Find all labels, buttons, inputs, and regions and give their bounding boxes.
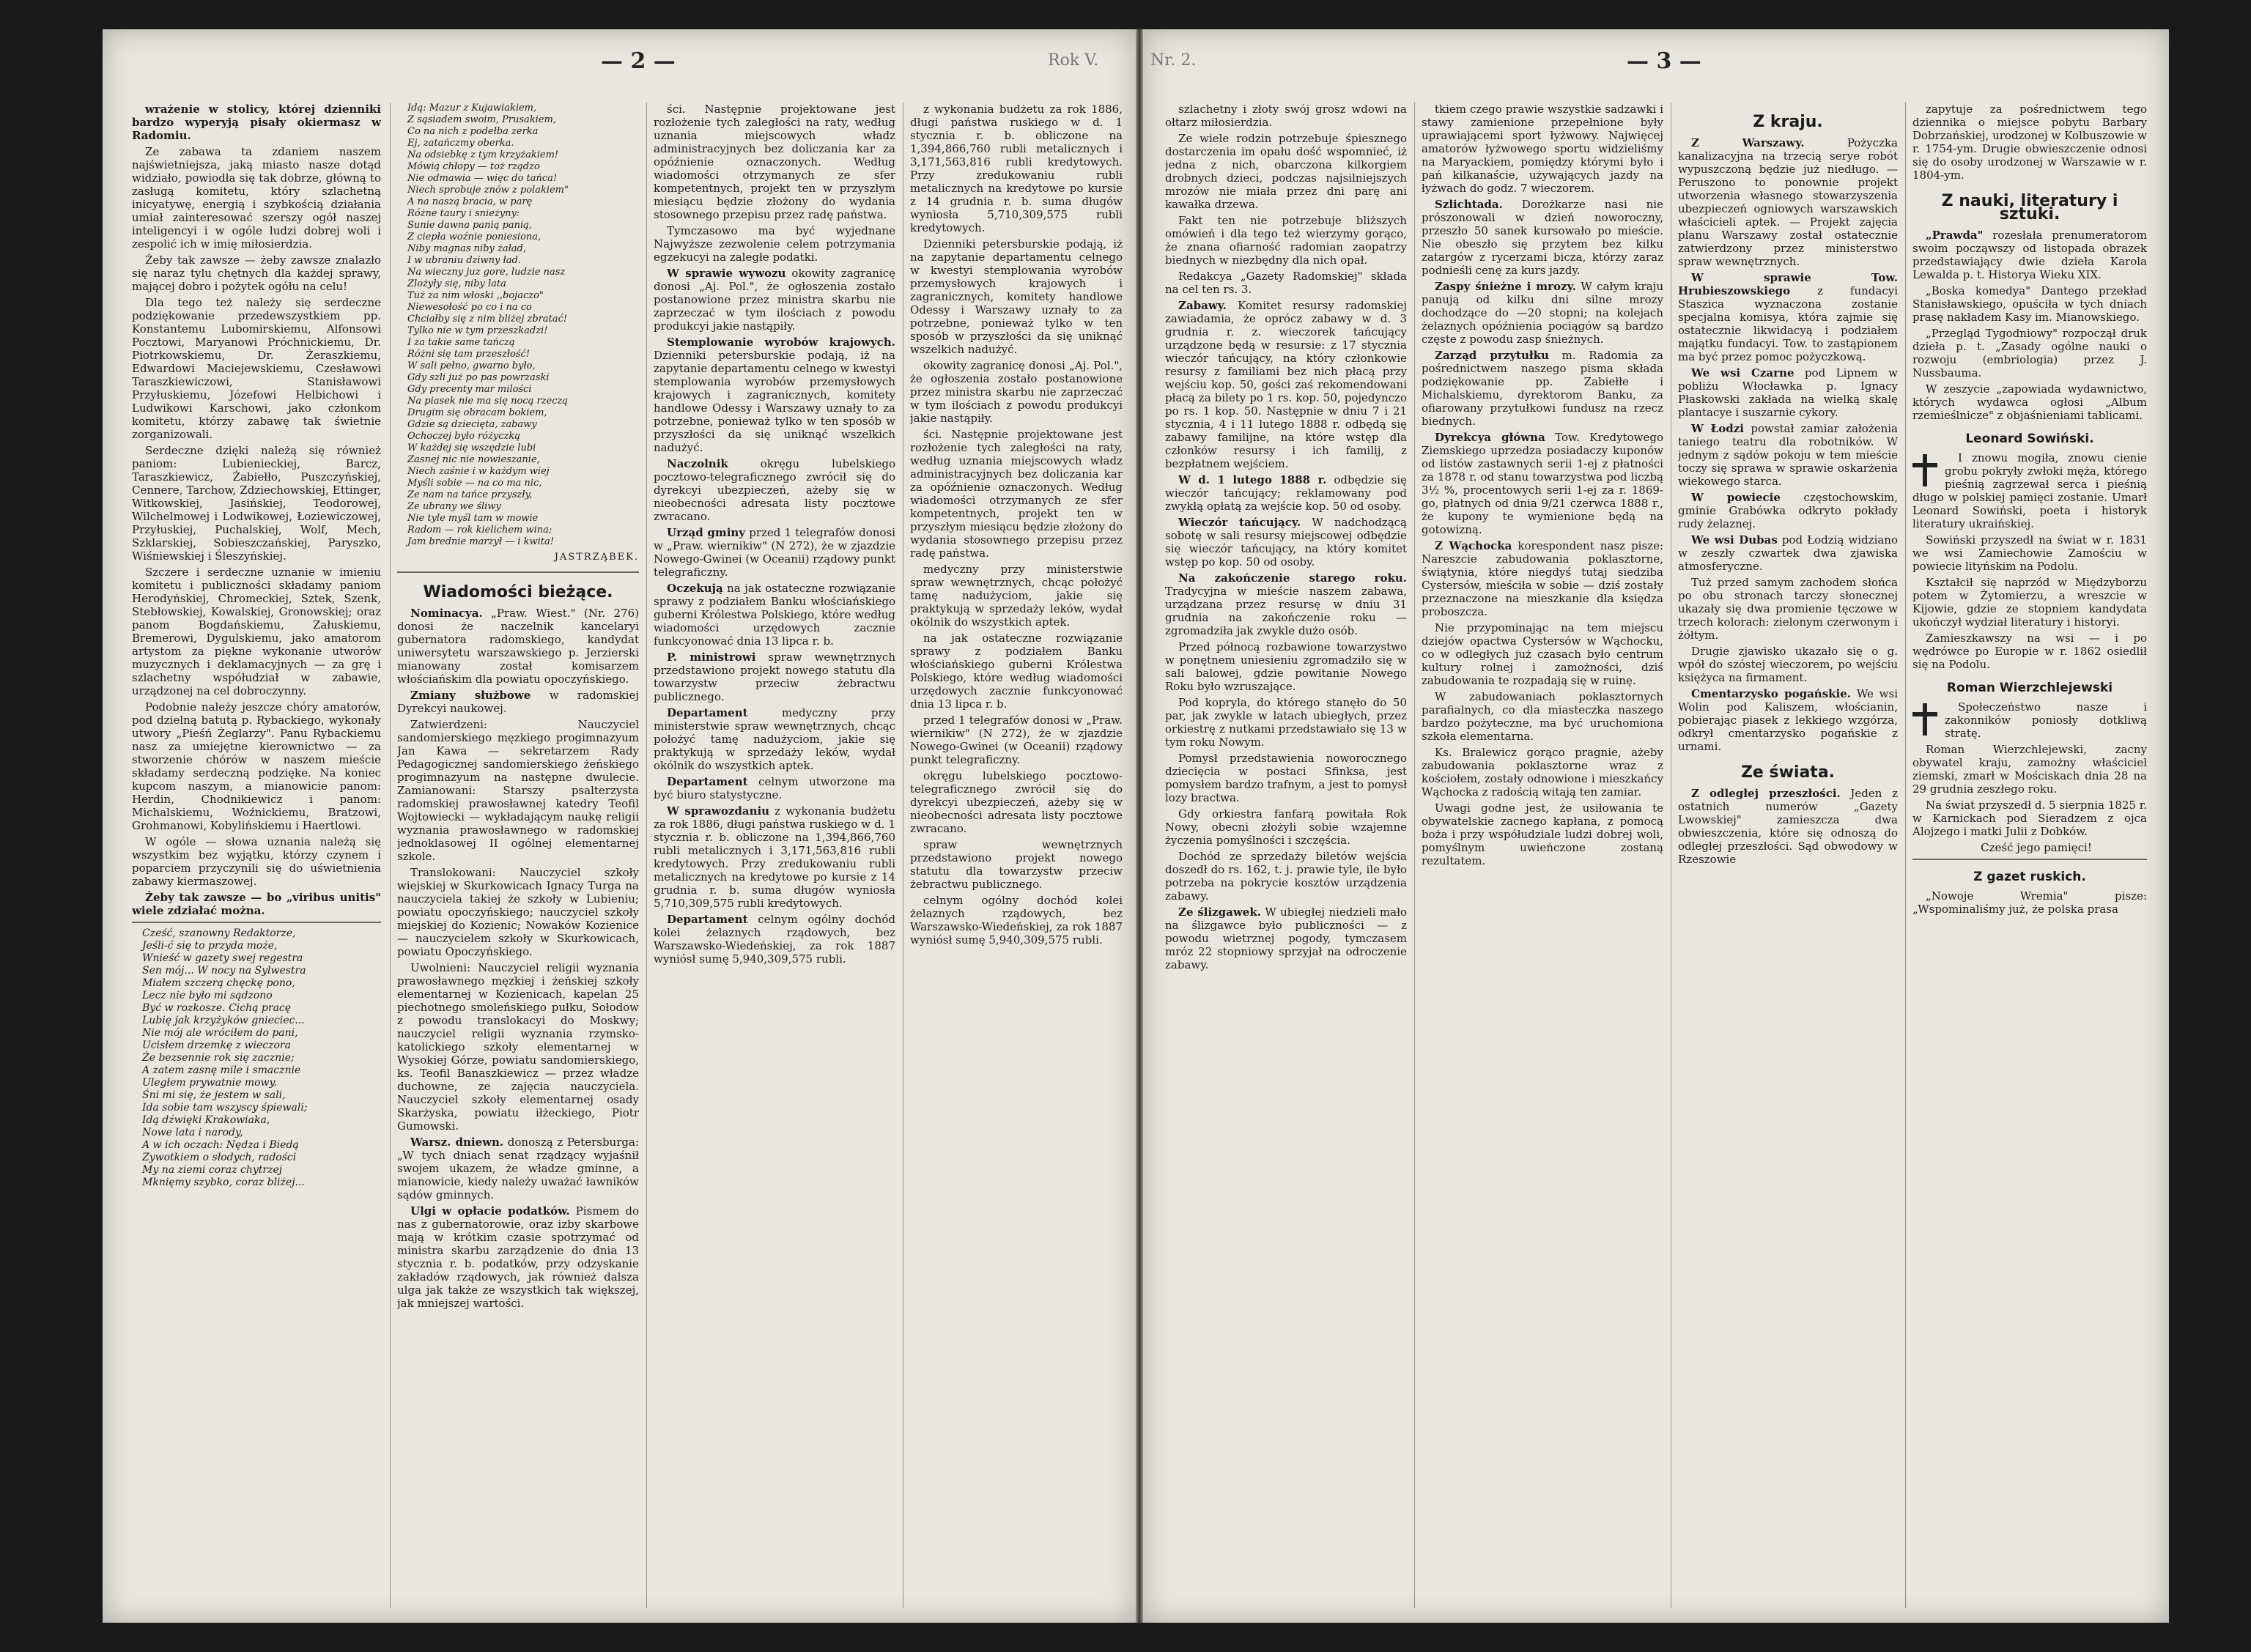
news-lead: Zarząd przytułku: [1435, 349, 1549, 362]
news-text: „Praw. Wiest." (Nr. 276) donosi że naczelnik kancelaryi gubernatora radomskiego, kandydat uniwersytetu warszawskiego p. Jerzierski mianowany został komisarzem włościańskim dla powiatu opoczyńskiego.: [397, 607, 639, 686]
article-paragraph: Cześć jego pamięci!: [1981, 841, 2092, 854]
poem-line: Gdy precenty mar milości: [407, 384, 532, 395]
section-title-z-nauki: Z nauki, literatury i sztuki.: [1941, 192, 2118, 223]
section-title-ze-swiata: Ze świata.: [1740, 763, 1836, 782]
news-lead: Warsz. dniewn.: [410, 1136, 504, 1149]
article-paragraph: „Przegląd Tygodniowy" rozpoczął druk dzieła p. t. „Zasady ogólne nauki o rozwoju (embriologia) przez J. Nussbauma.: [1912, 327, 2147, 379]
poem-line: Tylko nie w tym przeszkadzi!: [407, 325, 548, 336]
news-lead: Z odległej przeszłości.: [1691, 787, 1841, 800]
news-item: [654, 457, 895, 523]
news-text: Jeden z ostatnich numerów „Gazety Lwowskiej" zamieszcza dwa obwieszczenia, które się odnoszą do odległej przeszłości. Sąd obwodowy w Rzeszowie: [1678, 787, 1898, 866]
news-text: Dorożkarze nasi nie prószonowali w dzień noworoczny, przeszło 50 sanek kursowało po mieście. Nie obeszło się przytem bez kilku zatargów z rycerzami bicza, którzy zaraz podnieśli cenę za kurs jazdy.: [1422, 198, 1663, 277]
news-text: Dzienniki petersburskie podają, iż na zapytanie departamentu celnego w kwestyi stemplowania wyrobów przemysłowych krajowych i zagranicznych, komitety handlowe Odessy i Warszawy uznały to za potrzebne, ponieważ tylko w ten sposób w przyszłości da się uniknąć wszelkich nadużyć.: [654, 349, 895, 454]
news-lead: W powiecie: [1691, 491, 1781, 504]
article-paragraph: Zatwierdzeni: Nauczyciel sandomierskiego męzkiego progimnazyum Jan Kawa — sekretarzem Rady Pedagogicznej sandomierskiego żeńskiego progimnazyum na następne dwulecie. Zamianowani: Starszy psalterzysta radomskiej prawosławnej katedry Teofil Wojtowiecki — wykładającym naukę religii wyznania prawosławnego w radomskiej jednoklasowej II ogólnej elementarnej szkole.: [397, 718, 639, 863]
news-lead: Urząd gminy: [667, 526, 746, 539]
poem-line: Lubię jak krzyżyków gnieciec...: [142, 1015, 305, 1026]
news-item: [654, 582, 895, 648]
news-text: pod Lipnem w pobliżu Włocławka p. Ignacy Płaskowski zakłada na wielką skalę plantacye i suszarnie cykory.: [1678, 366, 1898, 419]
poem-line: A w ich oczach: Nędza i Biedą: [142, 1139, 299, 1151]
section-title-z-kraju: Z kraju.: [1753, 113, 1823, 131]
news-item: [1678, 787, 1898, 866]
right-header-partial: Nr. 2.: [1150, 51, 1197, 70]
poem-line: I w ubraniu dziwny ład.: [407, 255, 521, 266]
article-paragraph: medyczny przy ministerstwie spraw wewnętrznych, chcąc położyć tamę nadużyciom, jakie się praktykują w sprzedaży leków, wydał okólnik do wszystkich aptek.: [910, 563, 1123, 629]
article-paragraph: Tymczasowo ma być wyjednane Najwyższe zezwolenie celem potrzymania egzekucyi na zaległe podatki.: [654, 224, 895, 264]
article-paragraph: Pod kopryla, do którego stanęło do 50 par, jak zwykle w latach ubiegłych, przez orkiestrę z nutkami przedstawiało się 13 w tym roku Nowym.: [1165, 696, 1407, 749]
news-item: [654, 526, 895, 579]
poem-line: Cześć, szanowny Redaktorze,: [142, 927, 296, 939]
news-lead: Departament: [667, 775, 748, 788]
article-paragraph: W zabudowaniach poklasztornych parafialnych, co dla miasteczka naszego bardzo pożyteczne, ma być uruchomiona szkoła elementarna.: [1422, 690, 1663, 743]
news-lead: Z Warszawy.: [1691, 136, 1805, 149]
poem-line: Gdzie są dziecięta, zabawy: [407, 419, 537, 430]
news-text: korespondent nasz pisze: Nareszcie zabudowania poklasztorne, świątynia, które niegdyś tutaj siedziba Cystersów, mieściła w sobie — dziś zostały przeznaczone na mieszkanie dla księdza proboszcza.: [1422, 539, 1663, 618]
news-text: Komitet resursy radomskiej zawiadamia, że oprócz zabawy w d. 3 grudnia r. z. wieczorek tańcujący urządzone będą w resursie: z 17 stycznia wieczór tańcujący, na który członkowie resursy z familiami bez nich płacą przy wejściu kop. 50, gości zaś rekomendowani płacą za bilety po 1 rs. kop. 50, pojedynczo po rs. 1 kop. 50. Następnie w dniu 7 i 21 stycznia, 4 i 11 lutego 1888 r. odbędą się zabawy familijne, na które wstęp dla członków resursy i ich familij, z bezpłatnem wejściem.: [1165, 299, 1407, 470]
news-item: [654, 775, 895, 801]
page-gutter: [1136, 29, 1143, 1623]
news-text: pod Łodzią widziano w zeszły czwartek dwa zjawiska atmosferyczne.: [1678, 533, 1898, 573]
poem-line: I za takie same tańczą: [407, 337, 515, 348]
right-column-1: [1165, 103, 1407, 1608]
news-item: [1422, 198, 1663, 277]
news-lead: Z Wąchocka: [1435, 539, 1512, 552]
poem-line: Radom — rok kielichem wina;: [407, 525, 552, 536]
news-item: [654, 336, 895, 454]
poem-line: Ida sobie tam wszyscy śpiewali;: [142, 1102, 308, 1114]
news-lead: Zabawy.: [1178, 299, 1227, 312]
news-lead: Dyrekcya główna: [1435, 431, 1545, 444]
left-column-1: [132, 103, 381, 1608]
news-item: [1678, 687, 1898, 753]
article-paragraph: celnym ogólny dochód kolei żelaznych rządowych, bez Warszawsko-Wiedeńskiej, za rok 1887 wyniósł sumę 5,940,309,575 rubli.: [910, 894, 1123, 947]
article-paragraph: przed 1 telegrafów donosi w „Praw. wiernikiw" (N 272), że w zjazdzie Nowego-Gwinei (w Oceanii) rządowy punkt telegraficzny.: [910, 714, 1123, 766]
news-lead: Oczekują: [667, 582, 723, 595]
divider: [397, 571, 639, 573]
news-text: m. Radomia za pośrednictwem naszego pisma składa podziękowanie pp. Zabiełłe i Michalskiemu, dyrektorom Banku, za ofiarowany przytułkowi fundusz na rzecz biednych.: [1422, 349, 1663, 428]
news-text: Pożyczka kanalizacyjna na trzecią serye robót wypuszczoną będzie już niedługo. — Peruszono to ponownie projekt utworzenia własnego stowarzyszenia ubezpieczeń ogniowych warszawskich właścicieli aptek. — Projekt zajęcia planu Warszawy został ostatecznie zatwierdzony przez ministerstwo spraw wewnętrznych.: [1678, 136, 1898, 268]
right-column-3: [1678, 103, 1898, 1608]
news-item: [397, 1204, 639, 1310]
poem-line: Jam brednie marzył — i kwita!: [407, 536, 554, 547]
poem-signature: JASTRZĄBEK.: [554, 552, 639, 563]
article-paragraph: Serdeczne dzięki należą się również paniom: Lubienieckiej, Barcz, Taraszkiewicz, Żabiełło, Puszczyńskiej, Cennere, Tarchow, Zdziechowskiej, Ettinger, Witkowskiej, Jasińskiej, Teodorowej, Wilchelmowej i Lodwikowej, Łoziewiczowej, Przyłuskiej, Puchalskiej, Wolf, Mech, Szklarskiej, Sobieszczańskiej, Paryszko, Wiśniewskiej i Śleszyńskiej.: [132, 444, 381, 563]
news-lead: Departament: [667, 913, 748, 926]
poem-line: Z ciepła woźnie poniesiona,: [407, 231, 542, 242]
article-paragraph: okręgu lubelskiego pocztowo-telegraficznego zwrócił się do dyrekcyi ubezpieczeń, ażeby się w nieobecności adresata listy pocztowe zwracano.: [910, 769, 1123, 835]
poem-line: Niby magnas niby żaład,: [407, 243, 527, 254]
news-item: [1912, 229, 2147, 281]
news-text: medyczny przy ministerstwie spraw wewnętrznych, chcąc położyć tamę nadużyciom, jakie się praktykują w sprzedaży leków, wydał okólnik do wszystkich aptek.: [654, 706, 895, 772]
poem-line: Mknięmy szybko, coraz bliżej...: [142, 1177, 305, 1188]
news-item: [397, 1136, 639, 1201]
right-page-number: — 3 —: [1627, 48, 1701, 74]
poem-line: Zlożyły się, niby lata: [407, 278, 506, 289]
poem-line: Niech zaśnie i w każdym wiej: [407, 466, 550, 477]
column-rule: [390, 103, 391, 1608]
article-paragraph: zapytuje za pośrednictwem tego dziennika o miejsce pobytu Barbary Dobrzańskiej, urodzonej w Kolbuszowie w r. 1754-ym. Drugie obwieszczenie odnosi się do osoby urodzonej w Warszawie w r. 1804-ym.: [1912, 103, 2147, 182]
news-text: Tow. Kredytowego Ziemskiego uprzedza posiadaczy kuponów od listów zastawnych serii 1-ej z płatności za 1878 r. od stanu towarzystwa pod liczbą 3½ %, procentowych serii 1-ej za r. 1869-go, płatnych od dnia 9/21 czerwca 1888 r., że kupony te wymienione będą na gotowizną.: [1422, 431, 1663, 536]
poem-line: Ze nam na tańce przyszły,: [407, 489, 533, 500]
poem-line: Niech sprobuje znów z polakiem": [407, 185, 569, 196]
news-item: [1165, 299, 1407, 470]
news-text: We wsi Wolin pod Kaliszem, włościanin, pobierając piasek z lekkiego wzgórza, odkrył cmentarzysko pogańskie z urnami.: [1678, 687, 1898, 753]
news-item: [1678, 271, 1898, 363]
poem-line: Chciałby się z nim bliżej zbratać!: [407, 314, 568, 325]
article-paragraph: szlachetny i złoty swój grosz wdowi na ołtarz miłosierdzia.: [1165, 103, 1407, 129]
article-paragraph: Gdy orkiestra fanfarą powitała Rok Nowy, obecni złożyli sobie wzajemne życzenia pomyślności i szczęścia.: [1165, 807, 1407, 847]
right-column-4: [1912, 103, 2147, 1608]
article-paragraph: wrażenie w stolicy, której dzienniki bardzo wyperyją pisały okiermasz w Radomiu.: [132, 103, 381, 142]
article-paragraph: Redakcya „Gazety Radomskiej" składa na cel ten rs. 3.: [1165, 270, 1407, 296]
news-lead: Zaspy śnieżne i mrozy.: [1435, 280, 1576, 293]
article-paragraph: Nie przypominając na tem miejscu dziejów opactwa Cystersów w Wąchocku, co w odległych już czasach było centrum kultury rolnej i zamożności, dziś zabudowania te rozpadają się w ruinę.: [1422, 621, 1663, 687]
news-text: częstochowskim, gminie Grabówka odkryto pokłady rudy żelaznej.: [1678, 491, 1898, 530]
article-paragraph: okowity zagranicę donosi „Aj. Pol.", że ogłoszenia zostało postanowione przez ministra skarbu nie zaprzeczać w tym ilościach z powodu produkcyi jakie nastąpiły.: [910, 359, 1123, 425]
poem: [132, 927, 381, 1189]
news-lead: Naczolnik: [667, 457, 728, 470]
news-text: spraw wewnętrznych przedstawiono projekt nowego statutu dla towarzystw przeciw żebractwu publicznego.: [654, 651, 895, 703]
poem-line: Na wieczny juz gore, ludzie nasz: [407, 267, 566, 278]
article-paragraph: Pomysł przedstawienia noworocznego dziecięcia w postaci Sfinksa, jest pomysłem bardzo trafnym, a jest to pomysł lozy bractwa.: [1165, 752, 1407, 804]
news-lead: W sprawie Tow. Hrubieszowskiego: [1678, 271, 1898, 297]
article-paragraph: W ogóle — słowa uznania należą się wszystkim bez wyjątku, którzy czynem i poparciem przyczynili się do uświetnienia zabawy kiermaszowej.: [132, 835, 381, 888]
news-text: Pismem do nas z gubernatorowie, oraz izby skarbowe mają w krótkim czasie spotrzymać od ministra skarbu zarządzenie do dnia 13 stycznia r. b. podatków, przy odzyskanie zakładów rządowych, jak również dalsza ulga jak także ze wszystkich tak większej, jak mniejszej wartości.: [397, 1204, 639, 1310]
news-item: [1165, 571, 1407, 637]
news-item: [654, 267, 895, 333]
obituary-name: Roman Wierzchlejewski: [1946, 681, 2113, 695]
article-paragraph: Dzienniki petersburskie podają, iż na zapytanie departamentu celnego w kwestyi stemplowania wyrobów przemysłowych krajowych i zagranicznych, komitety handlowe Odessy i Warszawy uznały to za potrzebne, ponieważ tylko w ten sposób w przyszłości da się uniknąć wszelkich nadużyć.: [910, 237, 1123, 356]
poem-line: Nowe lata i narody,: [142, 1127, 243, 1138]
poem-line: Na odsiebkę z tym krzyżakiem!: [407, 149, 559, 160]
poem-line: Na piasek nie ma się nocą rzeczą: [407, 396, 569, 407]
article-paragraph: spraw wewnętrznych przedstawiono projekt nowego statutu dla towarzystw przeciw żebractwu publicznego.: [910, 838, 1123, 891]
obituary-text: [1912, 451, 2147, 530]
news-lead: Departament: [667, 706, 748, 719]
news-lead: Ulgi w opłacie podatków.: [410, 1204, 570, 1218]
poem-line: Nie odmawia — więc do tańca!: [407, 173, 558, 184]
poem-line: Nie mój ale wróciłem do pani,: [142, 1027, 298, 1039]
news-item: [1678, 533, 1898, 573]
poem-line: Uległem prywatnie mowy.: [142, 1077, 278, 1089]
news-item: [397, 607, 639, 686]
news-text: odbędzie się wieczór tańcujący; reklamowany pod zwykłą opłatą za wejście kop. 50 od osoby.: [1165, 473, 1407, 513]
news-text: W całym kraju panują od kilku dni silne mrozy dochodzące do —20 stopni; na kolejach żelaznych opóźnienia pociągów są bardzo częste z powodu zasp śnieżnych.: [1422, 280, 1663, 346]
poem-line: Zywotkiem o słodych, radości: [142, 1152, 297, 1163]
article-paragraph: Dochód ze sprzedaży biletów wejścia doszedł do rs. 162, t. j. prawie tyle, ile było potrzeba na pokrycie kosztów urządzenia zabawy.: [1165, 850, 1407, 903]
left-column-2: [397, 103, 639, 1608]
news-text: okręgu lubelskiego pocztowo-telegraficznego zwrócił się do dyrekcyi ubezpieczeń, ażeby się w nieobecności adresata listy pocztowe zwracano.: [654, 457, 895, 523]
news-text: na jak ostateczne rozwiązanie sprawy z podziałem Banku włościańskiego guberni Królestwa Polskiego, które według wiadomości urzędowych zacznie funkcyonować dnia 13 lipca r. b.: [654, 582, 895, 648]
poem-line: A zatem zasnę mile i smacznie: [142, 1064, 301, 1076]
column-rule: [1414, 103, 1415, 1608]
obituary-body: I znowu mogiła, znowu cienie grobu pokryły zwłoki męża, którego pieśnią zagrzewał serca i pieśnią długo w polskiej pamięci zostanie. Umarł Leonard Sowiński, poeta i historyk literatury ukraińskiej.: [1912, 451, 2147, 530]
article-paragraph: z wykonania budżetu za rok 1886, długi państwa ruskiego w d. 1 stycznia r. b. obliczone na 1,394,866,760 rubli metalicznych i 3,171,563,816 rubli kredytowych. Przy zredukowaniu rubli metalicznych na kredytowe po kursie z 14 grudnia r. b. suma długów wyniosła 5,710,309,575 rubli kredytowych.: [910, 103, 1123, 234]
poem-line: Jeśli-ć się to przyda może,: [142, 940, 278, 952]
article-paragraph: tkiem czego prawie wszystkie sadzawki i stawy zamienione przepełnione były uprawiającemi sport łyżwowy. Najwięcej amatorów łyżwowego sportu widzieliśmy na Maryackiem, pomiędzy którymi było i pań kilkanaście, używających jazdy na łyżwach do godz. 7 wieczorem.: [1422, 103, 1663, 195]
article-paragraph: Kształcił się naprzód w Międzyborzu potem w Żytomierzu, a wreszcie w Kijowie, gdzie ze stopniem kandydata ukończył wydział literatury i historyi.: [1912, 576, 2147, 629]
article-paragraph: Ze wiele rodzin potrzebuje śpiesznego dostarczenia im opału dość wspomnieć, iż jedna z nich, obarczona kilkorgiem drobnych dzieci, podczas najsilniejszych mrozów nie miała przez dni parę ani kawałka drzewa.: [1165, 132, 1407, 211]
poem-line: Idą dźwięki Krakowiaka,: [142, 1114, 270, 1126]
poem-line: Ej, zatańczmy oberka.: [407, 138, 514, 149]
poem-line: Gdy szli już po pas powrzaski: [407, 372, 550, 383]
news-text: celnym ogólny dochód kolei żelaznych rządowych, bez Warszawsko-Wiedeńskiej, za rok 1887 wyniósł sumę 5,940,309,575 rubli.: [654, 913, 895, 966]
news-text: z fundacyi Staszica wyznaczona zostanie specjalna komisya, która zajmie się ostatecznie likwidacyą i podziałem majątku fundacyi. Tow. to zastąpionem ma być przez pomoc pożyczkową.: [1678, 284, 1898, 363]
news-lead: Szlichtada.: [1435, 198, 1503, 211]
news-lead: Na zakończenie starego roku.: [1178, 571, 1407, 585]
left-column-3: [654, 103, 895, 1608]
news-lead: W Łodzi: [1691, 422, 1745, 435]
obituary-text: [1912, 700, 2147, 740]
news-item: [1165, 905, 1407, 971]
obituary-body: Społeczeństwo nasze i zakonników poniosły dotkliwą stratę.: [1945, 700, 2147, 740]
section-title-z-gazet: Z gazet ruskich.: [1973, 870, 2086, 884]
article-paragraph: Uwagi godne jest, że usiłowania te obywatelskie zacnego kapłana, z pomocą boża i przy współudziale ludzi dobrej woli, pomyślnym uwieńczone zostaną rezultatem.: [1422, 801, 1663, 867]
news-item: [1678, 422, 1898, 488]
article-paragraph: Żeby tak zawsze — żeby zawsze znalazło się naraz tylu chętnych dla każdej sprawy, mającej dobro i pożytek ogółu na celu!: [132, 253, 381, 293]
poem-line: Nie tyle myśl tam w mowie: [407, 513, 539, 524]
news-lead: P. ministrowi: [667, 651, 756, 664]
news-item: [1422, 431, 1663, 536]
left-column-4: [910, 103, 1123, 1608]
news-lead: Stemplowanie wyrobów krajowych.: [667, 336, 895, 349]
article-paragraph: Drugie zjawisko ukazało się o g. wpół do szóstej wieczorem, po wejściu księżyca na firmament.: [1678, 645, 1898, 684]
news-lead: W sprawozdaniu: [667, 804, 770, 818]
right-column-2: [1422, 103, 1663, 1608]
poem-line: Sunie dawna panią panią,: [407, 220, 533, 231]
article-paragraph: Żeby tak zawsze — bo „viribus unitis" wiele zdziałać można.: [132, 891, 381, 917]
article-paragraph: Przed północą rozbawione towarzystwo w ponętnem uniesieniu zgromadziło się w sali balowej, gdzie powitanie Nowego Roku było wzruszające.: [1165, 640, 1407, 693]
news-text: w radomskiej Dyrekcyi naukowej.: [397, 689, 639, 715]
column-rule: [1905, 103, 1906, 1608]
news-item: [654, 651, 895, 703]
news-item: [397, 689, 639, 715]
poem-line: Być w rozkosze. Cichą pracę: [142, 1002, 292, 1014]
obituary-name: Leonard Sowiński.: [1965, 431, 2094, 446]
poem-line: Mówią chłopy — toż rządzo: [407, 161, 540, 172]
column-rule: [646, 103, 647, 1608]
news-text: rozesłała prenumeratorom swoim począwszy od listopada obrazek przedstawiający dwie dzieła Karola Lewalda p. t. Historya Wieku XIX.: [1912, 229, 2147, 281]
poem-line: Niewesołość po co i na co: [407, 302, 532, 313]
news-lead: We wsi Czarne: [1691, 366, 1794, 379]
poem-line: Różni się tam przeszłość!: [407, 349, 531, 360]
news-lead: Ze ślizgawek.: [1178, 905, 1261, 919]
poem-line: Wnieść w gazety swej regestra: [142, 952, 303, 964]
poem-line: Miałem szczerą chęckę pono,: [142, 977, 295, 989]
news-lead: Nominacya.: [410, 607, 483, 620]
news-item: [1422, 539, 1663, 618]
news-text: przed 1 telegrafów donosi w „Praw. wiernikiw" (N 272), że w zjazdzie Nowego-Gwinei (w Oceanii) rządowy punkt telegraficzny.: [654, 526, 895, 579]
cross-icon: [1912, 454, 1937, 486]
news-text: z wykonania budżetu za rok 1886, długi państwa ruskiego w d. 1 stycznia r. b. obliczone na 1,394,866,760 rubli metalicznych i 3,171,563,816 rubli kredytowych. Przy zredukowaniu rubli metalicznych na kredytowe po kursie z 14 grudnia r. b. suma długów wyniosła 5,710,309,575 rubli kredytowych.: [654, 804, 895, 910]
article-paragraph: Tuż przed samym zachodem słońca po obu stronach tarczy słonecznej ukazały się dwa promienie tęczowe w trzech kolorach: zielonym czerwonym i żółtym.: [1678, 576, 1898, 642]
news-item: [1165, 516, 1407, 568]
poem-line: Tuż za nim włoski ,,bojaczo": [407, 290, 544, 301]
news-text: W nadchodzącą sobotę w sali resursy miejscowej odbędzie się wieczór tańcujący, na który komitet wstęp po kop. 50 od osoby.: [1165, 516, 1407, 568]
poem-line: Drugim się obracam bokiem,: [407, 407, 547, 418]
article-paragraph: „Nowoje Wremia" pisze: „Wspominaliśmy już, że polska prasa: [1912, 889, 2147, 916]
news-lead: Cmentarzysko pogańskie.: [1691, 687, 1852, 700]
left-header-partial: Rok V.: [1048, 51, 1099, 70]
poem-line: Z sąsiadem swoim, Prusakiem,: [407, 114, 556, 125]
news-item: [654, 804, 895, 910]
article-paragraph: ści. Następnie projektowane jest rozłożenie tych zaległości na raty, według uznania miejscowych władz administracyjnych bez doliczania kar za opóźnienie oznaczonych. Według wiadomości otrzymanych ze sfer kompetentnych, projekt ten w przyszłym miesiącu będzie złożony do wydania stosownego przepisu przez radę państwa.: [910, 428, 1123, 560]
poem-line: Że bezsennie rok się zacznie;: [142, 1052, 295, 1064]
divider: [1912, 859, 2147, 860]
poem-line: Sen mój... W nocy na Sylwestra: [142, 965, 306, 977]
article-paragraph: Szczere i serdeczne uznanie w imieniu komitetu i publiczności składamy paniom Herodyńskiej, Chromeckiej, Sztek, Szenk, Stebłowskiej, Kowalskiej, Gronowskiej; oraz panom Bogdańskiemu, Załuskiemu, Bremerowi, Dygulskiemu, jako amatorom artystom za piękne wykonanie utworów muzycznych i deklamacyjnych — za grę i szlachetny współudział w zabawie, urządzonej na cel dobroczynny.: [132, 566, 381, 697]
article-paragraph: Dla tego też należy się serdeczne podziękowanie przedewszystkiem pp. Konstantemu Lubomirskiemu, Alfonsowi Pocztowi, Maryanowi Próchnickiemu, Dr. Piotrkowskiemu, Dr. Żeraszkiemu, Edwardowi Maciejewskiemu, Czesławowi Taraszkiewiczowi, Stanisławowi Przyłuskiemu, Józefowi Helbichowi i Ludwikowi Karschowi, jako członkom komitetu, którzy zabawę tak świetnie zorganizowali.: [132, 296, 381, 441]
section-title-wiadomosci: Wiadomości bieżące.: [423, 583, 613, 601]
news-text: powstał zamiar założenia taniego teatru dla robotników. W jednym z sądów pokoju w tem mieście toczy się sprawa w sprawie oskarżenia wiekowego starca.: [1678, 422, 1898, 488]
news-item: [654, 706, 895, 772]
poem-line: Różne taury i snieżyny:: [407, 208, 520, 219]
news-item: [1678, 136, 1898, 268]
news-text: celnym utworzone ma być biuro statystyczne.: [654, 775, 895, 801]
news-text: donoszą z Petersburga: „W tych dniach senat rządzący wyjaśnił swojem ukazem, że władze gminne, a mianowicie, kiedy należy uważać ławników sądów gminnych.: [397, 1136, 639, 1201]
news-item: [1678, 491, 1898, 530]
article-paragraph: Ze zabawa ta zdaniem naszem najświetniejsza, jaką miasto nasze dotąd widziało, powiodła się tak dobrze, główną to zasługą komitetu, który szlachetną inicyatywę, energią i szybkością działania umiał zainteresować szerszy ogół naszej inteligencyi i w ogóle ludzi dobrej woli i zespolić ich w imię miłosierdzia.: [132, 145, 381, 251]
news-item: [654, 913, 895, 966]
article-paragraph: Translokowani: Nauczyciel szkoły wiejskiej w Skurkowicach Ignacy Turga na nauczyciela takiej że szkoły w Lubieniu; powiatu opoczyńskiego; nauczyciel szkoły miejskiej do Kozienic; Nowaków Kozienice — nauczycielem szkoły w Skurkowicach, powiatu Opoczyńskiego.: [397, 866, 639, 958]
poem-line: Lecz nie było mi sądzono: [142, 990, 273, 1001]
news-lead: W sprawie wywozu: [667, 267, 786, 280]
article-paragraph: Sowiński przyszedł na świat w r. 1831 we wsi Zamiechowie Zamościu w powiecie lityńskim na Podolu.: [1912, 533, 2147, 573]
news-text: W ubiegłej niedzieli mało na ślizgawce było publiczności — z powodu wietrznej pogody, tymczasem mróz 22 stopniowy sprzyjał na odroczenie zabawy.: [1165, 905, 1407, 971]
news-item: [1165, 473, 1407, 513]
poem-line: Ucisłem drzemkę z wieczora: [142, 1040, 291, 1051]
article-paragraph: W zeszycie „zapowiada wydawnictwo, których wydawca ogłosi „Album rzemieślnicze" z objaśnieniami tablicami.: [1912, 382, 2147, 422]
poem-line: Idą: Mazur z Kujawiakiem,: [407, 103, 537, 114]
article-paragraph: Zamieszkawszy na wsi — i po wędrówce po Europie w r. 1862 osiedlił się na Podolu.: [1912, 631, 2147, 671]
article-paragraph: Ks. Bralewicz gorąco pragnie, ażeby zabudowania poklasztorne wraz z kościołem, zostały odnowione i mieszkańcy Wąchocka z radością witają ten zamiar.: [1422, 746, 1663, 799]
article-paragraph: Uwolnieni: Nauczyciel religii wyznania prawosławnego męzkiej i żeńskiej szkoły elementarnej w Kozienicach, kapelan 25 piechotnego smoleńskiego pułku, Sołodow z powodu translokacyi do Moskwy; nauczyciel religii wyznania rzymsko-katolickiego szkoły elementarnej w Wysokiej Górze, powiatu sandomierskiego, ks. Teofil Banaszkiewicz — przez władze duchowne, ze zajęcia nauczyciela. Nauczyciel szkoły elementarnej osady Skarżyska, powiatu iłżeckiego, Piotr Gumowski.: [397, 961, 639, 1133]
article-paragraph: Podobnie należy jeszcze chóry amatorów, pod dzielną batutą p. Rybackiego, wykonały utwory „Pieśń Żeglarzy". Panu Rybackiemu nasz za umiejętne kierownictwo — za stworzenie chórów w naszem mieście składamy serdeczną podzięke. Na koniec kupcom naszym, a mianowicie panom: Herdin, Chodnikiewicz i panom: Michalskiemu, Woźnickiemu, Bratzowi, Grohmanowi, Kobylińskiemu i Haertlowi.: [132, 700, 381, 832]
poem-line: W każdej się wszędzie lubi: [407, 442, 536, 453]
news-lead: Wieczór tańcujący.: [1178, 516, 1301, 529]
news-item: [1678, 366, 1898, 419]
poem-line: Myśli sobie — na co ma nic,: [407, 478, 542, 489]
article-paragraph: Fakt ten nie potrzebuje bliższych omówień i dla tego też wierzymy gorąco, że znana ofiarność radomian zaopatrzy biednych w niezbędny dla nich opał.: [1165, 214, 1407, 267]
news-lead: Zmiany służbowe: [410, 689, 531, 702]
news-text: Tradycyjna w mieście naszem zabawa, urządzana przez resursę w dniu 31 grudnia na zakończenie roku — zgromadziła jak zwykle dużo osób.: [1165, 585, 1407, 637]
article-paragraph: Na świat przyszedł d. 5 sierpnia 1825 r. w Karnickach pod Sieradzem z ojca Alojzego i matki Julii z Dobków.: [1912, 799, 2147, 838]
poem-line: Śni mi się, że jestem w sali,: [142, 1089, 286, 1101]
poem-line: A na naszą bracia, w parę: [407, 196, 533, 207]
news-lead: „Prawda": [1926, 229, 1984, 242]
poem-line: Co na nich z podełba zerka: [407, 126, 539, 137]
news-item: [1422, 349, 1663, 428]
poem-line: Zasnej nic nie nowieszanie,: [407, 454, 540, 465]
article-paragraph: ści. Następnie projektowane jest rozłożenie tych zaległości na raty, według uznania miejscowych władz administracyjnych bez doliczania kar za opóźnienie oznaczonych. Według wiadomości otrzymanych ze sfer kompetentnych, projekt ten w przyszłym miesiącu będzie złożony do wydania stosownego przepisu przez radę państwa.: [654, 103, 895, 221]
cross-icon: [1912, 703, 1937, 736]
news-lead: W d. 1 lutego 1888 r.: [1178, 473, 1327, 486]
news-lead: We wsi Dubas: [1691, 533, 1778, 547]
news-text: okowity zagranicę donosi „Aj. Pol.", że ogłoszenia zostało postanowione przez ministra skarbu nie zaprzeczać w tym ilościach z powodu produkcyi jakie nastąpiły.: [654, 267, 895, 333]
left-page-number: — 2 —: [601, 48, 676, 74]
news-item: [1422, 280, 1663, 346]
article-paragraph: „Boska komedya" Dantego przekład Stanisławskiego, opuściła w tych dniach prasę nakładem Kasy im. Mianowskiego.: [1912, 284, 2147, 324]
poem-line: Ze ubrany we śliwy: [407, 501, 501, 512]
divider: [132, 922, 381, 923]
poem: [397, 103, 639, 548]
poem-line: Ochoczej było różyczką: [407, 431, 520, 442]
poem-line: My na ziemi coraz chytrzej: [142, 1164, 283, 1176]
article-paragraph: Roman Wierzchlejewski, zacny obywatel kraju, zamożny właściciel ziemski, zmarł w Mościskach dnia 28 na 29 grudnia zeszłego roku.: [1912, 743, 2147, 796]
poem-line: W sali pełno, gwarno było,: [407, 360, 536, 371]
article-paragraph: na jak ostateczne rozwiązanie sprawy z podziałem Banku włościańskiego guberni Królestwa Polskiego, które według wiadomości urzędowych zacznie funkcyonować dnia 13 lipca r. b.: [910, 631, 1123, 711]
